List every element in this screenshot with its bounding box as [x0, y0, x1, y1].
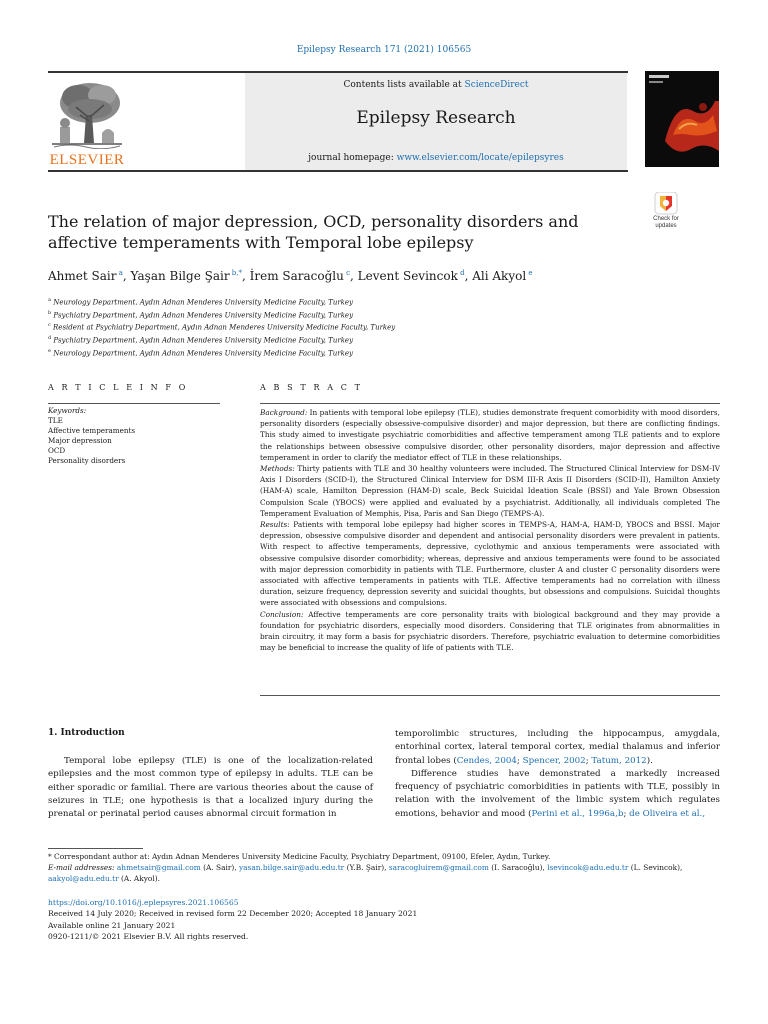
methods-text: Thirty patients with TLE and 30 healthy volunteers were included. The Structured Clinical Interview for DSM-IV Axis I Disorders (SCID-I), the Structured Clinical Interview for DSM III-R Axis II Disorders (SCID-II), Hamilton Anxiety (HAM-A) scale, Hamilton Depression (HAM-D) scale, Beck Suicidal Ideation Scale (BSSI) and Yale Brown Obsession Compulsion Scale (YBOCS) were applied and evaluated by a psychiatrist. Additionally, all individuals completed The Temperament Evaluation of Memphis, Pisa, Paris and San Diego (TEMPS-A). — [260, 464, 720, 518]
footnote-divider — [48, 848, 143, 849]
citation-sep: ; — [623, 808, 630, 819]
email-link[interactable]: lsevincok@adu.edu.tr — [547, 863, 629, 872]
keyword-item: TLE — [48, 416, 63, 425]
doi-link[interactable]: https://doi.org/10.1016/j.eplepsyres.2021.106565 — [48, 898, 239, 907]
abstract-heading: A B S T R A C T — [260, 383, 363, 392]
author-affiliation-marker[interactable]: c — [343, 269, 351, 277]
email-link[interactable]: aakyol@adu.edu.tr — [48, 874, 119, 883]
crossmark-icon — [646, 192, 686, 216]
author-name: İrem Saracoğlu — [249, 269, 344, 283]
journal-cover-image[interactable] — [645, 71, 719, 167]
introduction-heading: 1. Introduction — [48, 728, 125, 738]
homepage-prefix: journal homepage: — [308, 153, 397, 163]
author-name: Levent Sevincok — [357, 269, 458, 283]
background-text: In patients with temporal lobe epilepsy (TLE), studies demonstrate frequent comorbidity with mood disorders, personality disorders (especially obsessive-compulsive disorder) and major depression, but there are conflicting findings. This study aimed to investigate psychiatric comorbidities and affective temperament among TLE patients and to explore the relationships between obsessive compulsive disorder, other personality disorders, major depression and affective temperament in order to clarify the mediator effect of TLE in these relationships. — [260, 408, 720, 462]
crossmark-label — [646, 216, 686, 230]
affiliation-marker: d — [48, 334, 52, 341]
crossmark-line-1: Check for — [653, 216, 679, 222]
affiliation-text: Psychiatry Department, Aydın Adnan Menderes University Medicine Faculty, Turkey — [51, 310, 354, 319]
intro-left-column — [48, 755, 373, 821]
intro-p3-text: Difference studies have demonstrated a markedly increased frequency of psychiatric comorbidities in patients with TLE, possibly in relation with the involvement of the limbic system which regulates emotions, behavior and mood ( — [395, 768, 720, 819]
crossmark-line-2: updates — [655, 223, 677, 229]
affiliation-item — [48, 346, 728, 359]
check-for-updates-button[interactable] — [646, 192, 686, 238]
affiliation-item — [48, 295, 728, 308]
affiliation-text: Resident at Psychiatry Department, Aydın Adnan Menderes University Medicine Faculty, Turkey — [50, 323, 396, 332]
affiliation-text: Neurology Department, Aydın Adnan Menderes University Medicine Faculty, Turkey — [50, 348, 353, 357]
article-info-heading: A R T I C L E I N F O — [48, 383, 188, 392]
abstract-methods — [260, 463, 720, 519]
affiliation-list — [48, 295, 728, 358]
received-dates: Received 14 July 2020; Received in revised form 22 December 2020; Accepted 18 January 2021 — [48, 909, 418, 919]
keywords-title: Keywords: — [48, 406, 87, 415]
citation-link[interactable]: Tatum, 2012 — [591, 755, 647, 766]
affiliation-item — [48, 308, 728, 321]
intro-p2-text: temporolimbic structures, including the hippocampus, amygdala, entorhinal cortex, lateral temporal cortex, medial thalamus and inferior frontal lobes ( — [395, 729, 720, 766]
email-link[interactable]: yasan.bilge.sair@adu.edu.tr — [238, 863, 345, 872]
email-owner: (I. Saracoğlu), — [488, 863, 548, 872]
affiliation-item — [48, 333, 728, 346]
email-owner: (A. Sair), — [200, 863, 239, 872]
email-label: E-mail addresses: — [48, 863, 115, 872]
conclusion-text: Affective temperaments are core personality traits with biological background and they may provide a foundation for psychiatric disorders, especially mood disorders. Considering that TLE originates from abnormalities in brain circuitry, it may form a basis for psychiatric disorders. Therefore, psychiatric evaluation to determine comorbidities may be beneficial to increase the quality of life of patients with TLE. — [260, 609, 720, 653]
journal-info-box — [245, 73, 627, 170]
footnotes — [48, 851, 720, 884]
affiliation-text: Neurology Department, Aydın Adnan Menderes University Medicine Faculty, Turkey — [50, 298, 354, 307]
intro-p2-end: ). — [646, 755, 653, 766]
publication-info — [48, 897, 720, 942]
email-owner: (L. Sevincok), — [628, 863, 683, 872]
journal-reference-link[interactable]: Epilepsy Research 171 (2021) 106565 — [296, 45, 472, 55]
intro-paragraph-3 — [395, 768, 720, 821]
journal-header — [48, 71, 628, 172]
journal-name: Epilepsy Research — [356, 108, 516, 128]
sciencedirect-link[interactable]: ScienceDirect — [464, 80, 529, 90]
article-title: The relation of major depression, OCD, personality disorders and affective temperaments with Temporal lobe epilepsy — [48, 212, 579, 252]
journal-cover-art — [645, 71, 719, 167]
email-link[interactable]: ahmetsair@gmail.com — [116, 863, 201, 872]
keyword-list — [48, 416, 220, 466]
affiliation-text: Psychiatry Department, Aydın Adnan Menderes University Medicine Faculty, Turkey — [51, 336, 354, 345]
elsevier-wordmark: ELSEVIER — [49, 152, 125, 168]
author-affiliation-marker[interactable]: b,* — [229, 269, 242, 277]
email-owner: (Y.B. Şair), — [344, 863, 389, 872]
intro-paragraph-1: Temporal lobe epilepsy (TLE) is one of the localization-related epilepsies and the most common type of epilepsy in adults. TLE can be either sporadic or familial. There are various theories about the cause of seizures in TLE; one hypothesis is that a localized injury during the prenatal or perinatal period causes abnormal circuit formation in — [48, 756, 373, 820]
results-label: Results: — [260, 520, 290, 530]
article-info-divider — [48, 403, 220, 404]
affiliation-marker: b — [48, 309, 52, 316]
author-name: Ali Akyol — [472, 269, 527, 283]
contents-prefix: Contents lists available at — [343, 80, 465, 90]
author-affiliation-marker[interactable]: e — [526, 269, 533, 277]
author-list: Ahmet Sair $^a$, Yaşan Bilge Şair $^{b,*}$, İrem Saracoğlu $^c$, Levent Sevincok $^d$, Ali Akyol $^e$ — [48, 269, 533, 283]
abstract-background — [260, 407, 720, 463]
citation-link[interactable]: Spencer, 2002 — [522, 755, 586, 766]
email-owner: (A. Akyol). — [118, 874, 160, 883]
author-affiliation-marker[interactable]: d — [457, 269, 465, 277]
author-name: Ahmet Sair — [48, 269, 117, 283]
abstract-conclusion — [260, 609, 720, 654]
author-affiliation-marker[interactable]: a — [116, 269, 123, 277]
copyright: 0920-1211/© 2021 Elsevier B.V. All rights reserved. — [48, 931, 249, 941]
affiliation-marker: a — [48, 297, 51, 303]
citation-link[interactable]: Perini et al., 1996a,b — [531, 808, 624, 819]
affiliation-item — [48, 320, 728, 333]
corresponding-author-note: * Correspondant author at: Aydın Adnan Menderes University Medicine Faculty, Psychiatry Department, 09100, Efeler, Aydın, Turkey. — [48, 852, 551, 861]
abstract-divider — [260, 403, 720, 404]
results-text: Patients with temporal lobe epilepsy had higher scores in TEMPS-A, HAM-A, HAM-D, YBOCS and BSSI. Major depression, obsessive compulsive disorder and dependent and antisocial personality disorders were prevalent in patients. With respect to affective temperaments, depressive, cyclothymic and anxious temperaments were associated with obsessive compulsive disorder comorbidity; whereas, depressive and anxious temperaments were found to be associated with major depression comorbidity in patients with TLE. Furthermore, cluster A and cluster C personality disorders were associated with affective temperaments in patients with TLE. Affective temperaments had no correlation with illness duration, seizure frequency, depression severity and suicidal thoughts, but obsessions and compulsions. Suicidal thoughts were associated with obsessions and compulsions. — [260, 520, 720, 608]
abstract-results — [260, 519, 720, 609]
affiliation-marker: e — [48, 347, 51, 354]
intro-right-column — [395, 728, 720, 821]
background-label: Background: — [260, 408, 308, 417]
homepage-line — [245, 153, 627, 163]
author-name: Yaşan Bilge Şair — [130, 269, 230, 283]
affiliation-marker: c — [48, 322, 51, 329]
contents-line — [245, 80, 627, 90]
intro-paragraph-2 — [395, 728, 720, 768]
citation-sep: ; — [585, 755, 592, 766]
conclusion-label: Conclusion: — [260, 609, 304, 619]
abstract-body — [260, 407, 720, 653]
keyword-item: Personality disorders — [48, 456, 126, 465]
keywords-block — [48, 406, 220, 466]
available-online: Available online 21 January 2021 — [48, 920, 176, 930]
email-link[interactable]: saracogluirem@gmail.com — [388, 863, 489, 872]
elsevier-tree-logo — [50, 77, 124, 149]
email-addresses — [48, 862, 720, 884]
citation-sep: ; — [516, 755, 523, 766]
keyword-item: Major depression — [48, 436, 112, 445]
keyword-item: OCD — [48, 446, 66, 455]
abstract-bottom-divider — [260, 695, 720, 696]
citation-link[interactable]: Cendes, 2004 — [456, 755, 517, 766]
citation-link[interactable]: de Oliveira et al., — [629, 808, 706, 819]
elsevier-logo[interactable] — [48, 77, 126, 167]
methods-label: Methods: — [260, 464, 295, 474]
keyword-item: Affective temperaments — [48, 426, 136, 435]
journal-homepage-link[interactable]: www.elsevier.com/locate/epilepsyres — [396, 153, 564, 163]
